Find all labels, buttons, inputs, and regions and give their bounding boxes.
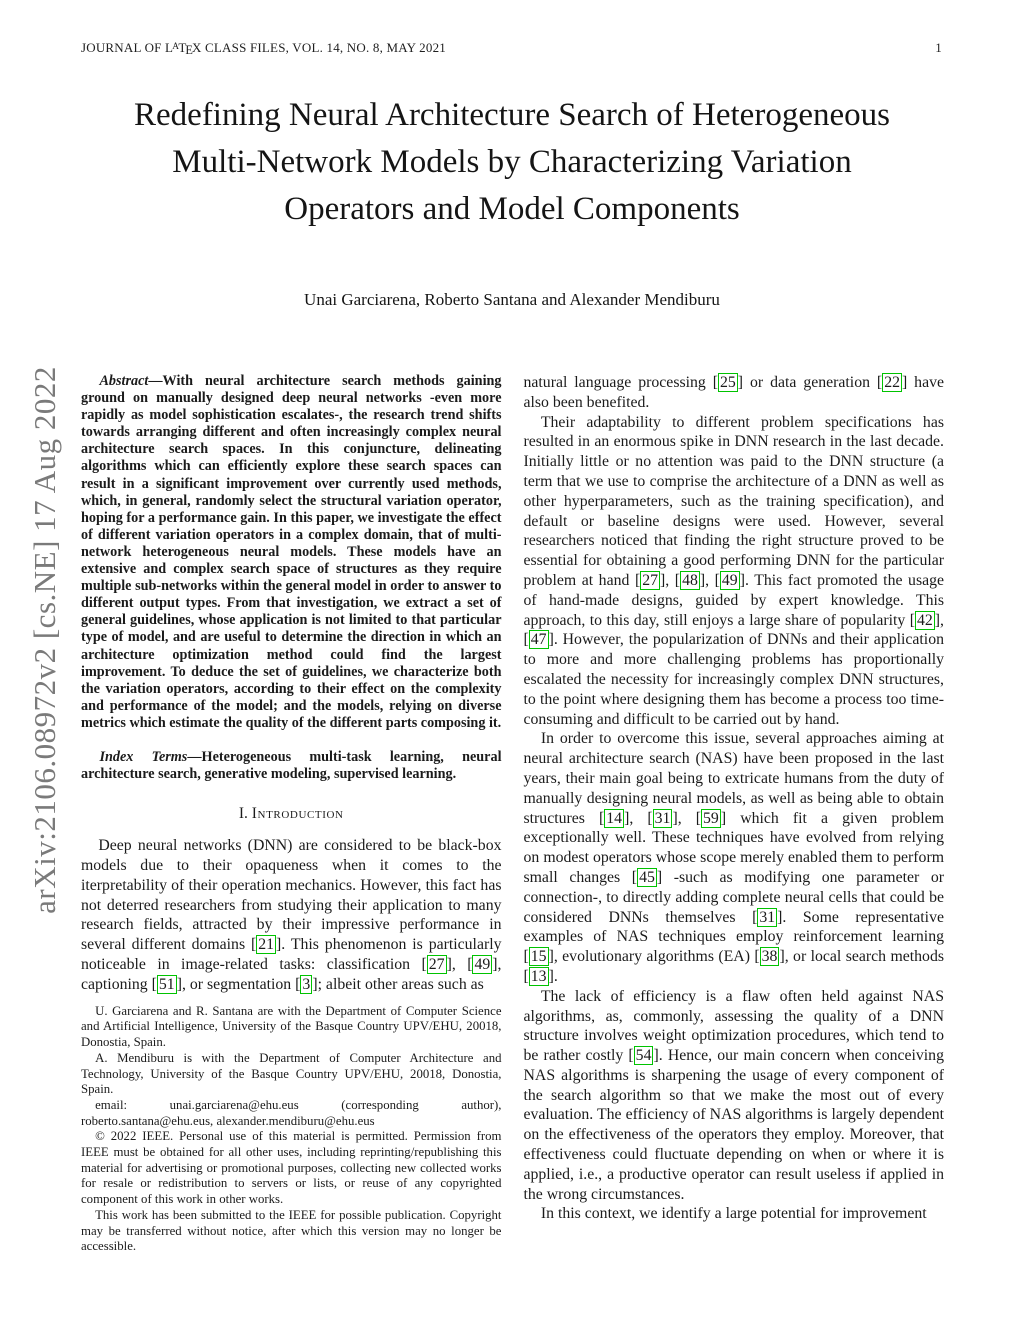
citation-link[interactable]: 59	[703, 809, 719, 827]
citation-link[interactable]: 31	[759, 908, 776, 926]
citation-link[interactable]: 49	[721, 571, 738, 589]
citation-link[interactable]: 14	[606, 809, 623, 827]
citation-link[interactable]: 45	[639, 868, 655, 886]
running-header	[81, 40, 942, 58]
page-number: 1	[935, 40, 942, 55]
citation-link[interactable]: 31	[654, 809, 671, 827]
authors-line: Unai Garciarena, Roberto Santana and Alexander Mendiburu	[304, 290, 720, 309]
body-paragraph-5: In this context, we identify a large potential for improvement	[540, 1205, 927, 1223]
citation-link[interactable]: 54	[635, 1047, 652, 1065]
citation-link[interactable]: 25	[720, 374, 736, 391]
body-paragraph-4: The lack of efficiency is a flaw often held against NAS algorithms, as, commonly, assessing the quality of a DNN structure involves weight optimization procedures, which tend to be rather costly [ 54 ]. Hence, our main concern when conceiving NAS algorithms is sharpening the usage of every component of the search algorithm so that we make the most out of every evaluation. The efficiency of NAS algorithms is largely dependent on the effectiveness of the operators they employ. Moreover, that effectiveness could fluctuate depending on when or where it is applied, i.e., a productive operator can result useless if applied in the wrong circumstances.	[523, 987, 944, 1203]
abstract-label: Abstract	[99, 373, 149, 389]
body-paragraph-continuation: natural language processing [ 25 ] or data generation [ 22 ] have also been benefited.	[523, 374, 944, 411]
body-paragraph-2: Their adaptability to different problem specifications has resulted in an enormous spike in DNN research in the last decade. Initially little or no attention was paid to the DNN structure (a term that we use to comprise the architecture of a DNN as well as other hyperparameters, such as the training specification), and default or baseline designs were used. However, several researchers noticed that finding the right structure proved to be essential for obtaining a good performing DNN for the particular problem at hand [ 27 ], [ 48 ], [ 49 ]. This fact promoted the usage of hand-made designs, guided by expert knowledge. This approach, to this day, still enjoys a large share of popularity [ 42 ], [ 47 ]. However, the popularization of DNNs and their application to more and more challenging problems has proportionally escalated the necessity for increasingly complex DNN structures, to the point where designing them has become a process too time-consuming and difficult to be carried out by hand.	[523, 413, 945, 728]
section-title: Introduction	[251, 805, 344, 823]
citation-link[interactable]: 27	[428, 955, 445, 973]
citation-link[interactable]: 22	[884, 374, 900, 391]
citation-link[interactable]: 27	[642, 571, 659, 589]
citation-link[interactable]: 38	[761, 948, 778, 966]
arxiv-watermark: arXiv:2106.08972v2 [cs.NE] 17 Aug 2022	[27, 366, 62, 914]
footnote-copyright: © 2022 IEEE. Personal use of this material is permitted. Permission from IEEE must be obtained for all other uses, including reprinting/republishing this material for advertising or promotional purposes, collecting new collected works for resale or redistribution to servers or lists, or reuse of any copyrighted component of this work in other works.	[81, 1129, 502, 1207]
abstract-text: —With neural architecture search methods gaining ground on manually designed deep neural networks -even more rapidly as model sophistication escalates-, the research trend shifts towards arranging different and often increasingly complex neural architecture search spaces. In this conjuncture, delineating algorithms which can efficiently explore these search spaces can result in a significant improvement over currently used methods, which, in general, randomly select the structural variation operator, hoping for a performance gain. In this paper, we investigate the effect of different variation operators in a complex domain, that of multi-network heterogeneous neural models. These models have an extensive and complex search space of structures as they require multiple sub-networks within the general model in order to answer to different output types. From that investigation, we extract a set of general guidelines, whose application is not limited to that particular type of model, and are useful to determine the direction in which an architecture optimization method could find the largest improvement. To deduce the set of guidelines, we characterize both the variation operators, according to their effect on the complexity and performance of the model; and the models, relying on diverse metrics which estimate the quality of the different parts composing it.	[81, 373, 502, 731]
journal-header-text: JOURNAL OF $L^ATEX$ CLASS FILES, VOL. 14, NO. 8, MAY 2021	[81, 40, 446, 58]
two-column-body	[81, 373, 944, 1255]
footnote-submission-notice: This work has been submitted to the IEEE for possible publication. Copyright may be transferred without notice, after which this version may no longer be accessible.	[81, 1207, 502, 1254]
index-terms-text: —Heterogeneous multi-task learning, neural architecture search, generative modeling, supervised learning.	[81, 748, 502, 783]
footnote-affiliation-1: U. Garciarena and R. Santana are with the Department of Computer Science and Artificial Intelligence, University of the Basque Country UPV/EHU, 20018, Donostia, Spain.	[81, 1003, 502, 1050]
index-terms-paragraph	[81, 749, 502, 783]
right-column	[524, 373, 945, 1255]
citation-link[interactable]: 49	[474, 955, 491, 973]
intro-paragraph-1: Deep neural networks (DNN) are considered to be black-box models due to their opaqueness when it comes to the iterpretability of their operation mechanics. However, this fact has not deterred researchers from studying their application to many research fields, attracted by their impressive performance in several different domains [ 21 ]. This phenomenon is particularly noticeable in image-related tasks: classification [ 27 ], [ 49 ], captioning [ 51 ], or segmentation [ 3 ]; albeit other areas such as	[81, 837, 502, 993]
citation-link[interactable]: 47	[530, 631, 547, 649]
section-number: I.	[238, 805, 248, 823]
section-heading-introduction	[81, 805, 502, 823]
footnote-email: email: unai.garciarena@ehu.eus (corresponding author), roberto.santana@ehu.eus, alexander.mendiburu@ehu.eus	[81, 1097, 502, 1128]
citation-link[interactable]: 21	[258, 936, 275, 954]
left-column	[81, 373, 502, 1255]
index-terms-label: Index Terms	[99, 748, 188, 765]
citation-link[interactable]: 3	[302, 975, 311, 993]
citation-link[interactable]: 15	[530, 948, 547, 966]
citation-link[interactable]: 42	[916, 611, 933, 629]
footnote-block	[81, 1004, 502, 1255]
citation-link[interactable]: 48	[682, 571, 698, 589]
footnote-affiliation-2: A. Mendiburu is with the Department of Computer Architecture and Technology, University of the Basque Country UPV/EHU, 20018, Donostia, Spain.	[81, 1050, 502, 1097]
citation-link[interactable]: 13	[530, 967, 547, 985]
body-paragraph-3: In order to overcome this issue, several approaches aiming at neural architecture search (NAS) have been proposed in the last years, their main goal being to extricate humans from the duty of manually designing neural models, as well as being able to obtain structures [ 14 ], [ 31 ], [ 59 ] which fit a given problem exceptionally well. These techniques have evolved from relying on modest operators whose scope merely enabled them to perform small changes [ 45 ] -such as modifying one parameter or connection-, to directly adding complete neural cells that could be considered DNNs themselves [ 31 ]. Some representative examples of NAS techniques employ reinforcement learning [ 15 ], evolutionary algorithms (EA) [ 38 ], or local search methods [ 13 ].	[523, 730, 945, 985]
paper-title: Redefining Neural Architecture Search of Heterogeneous Multi-Network Models by Characterizing Variation Operators and Model Components	[134, 97, 890, 227]
abstract-paragraph	[81, 373, 502, 732]
citation-link[interactable]: 51	[158, 975, 175, 993]
